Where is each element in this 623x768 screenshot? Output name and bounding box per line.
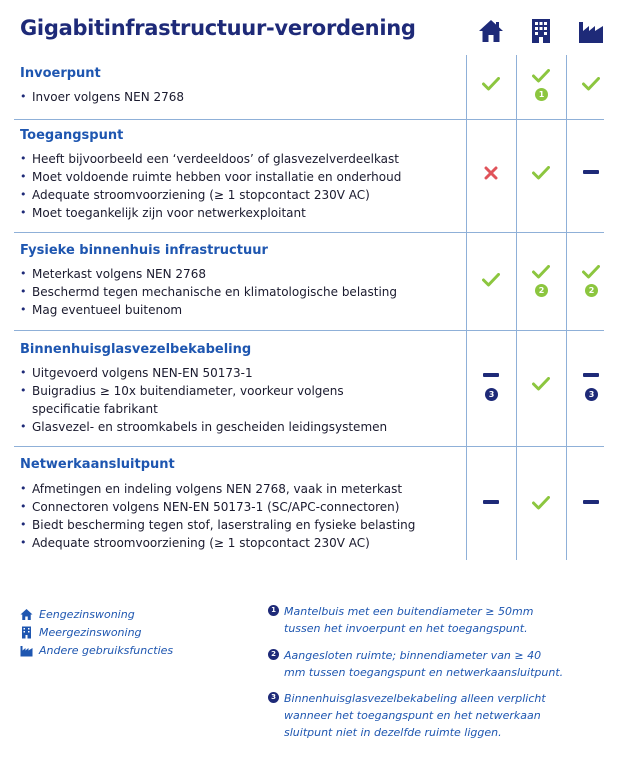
legend-item: [20, 605, 173, 623]
check-icon: [532, 376, 550, 395]
section-bullets: [20, 364, 388, 436]
apartment-building-icon: [20, 626, 33, 639]
list-item: • Biedt bescherming tegen stof, laserstraling en fysieke belasting: [20, 516, 460, 534]
list-item: • Moet toegankelijk zijn voor netwerkexploitant: [20, 204, 460, 222]
check-icon: [532, 264, 550, 283]
house-icon: [478, 18, 504, 44]
house-icon: [20, 608, 33, 621]
section-bullets: [20, 88, 460, 106]
legend-label: Meergezinswoning: [39, 625, 142, 639]
footnote-badge: 3: [485, 388, 498, 401]
factory-icon: [578, 18, 604, 44]
list-item: • Buigradius ≥ 10x buitendiameter, voorkeur volgens specificatie fabrikant: [20, 382, 350, 418]
legend-item: [20, 623, 173, 641]
list-item: • Heeft bijvoorbeeld een ‘verdeeldoos’ of glasvezelverdeelkast: [20, 150, 460, 168]
list-item: • Adequate stroomvoorziening (≥ 1 stopcontact 230V AC): [20, 534, 460, 552]
check-icon: [482, 272, 500, 291]
footnote-number: 2: [268, 649, 279, 660]
list-item: • Invoer volgens NEN 2768: [20, 88, 460, 106]
list-item: • Connectoren volgens NEN-EN 50173-1 (SC/APC-connectoren): [20, 498, 460, 516]
apartment-building-icon: [528, 18, 554, 44]
footnote-number: 3: [268, 692, 279, 703]
footnote: [268, 647, 598, 681]
row-divider: [14, 232, 604, 233]
footnote-badge: 3: [585, 388, 598, 401]
legend-item: [20, 641, 173, 659]
list-item: • Afmetingen en indeling volgens NEN 2768, vaak in meterkast: [20, 480, 460, 498]
list-item: • Meterkast volgens NEN 2768: [20, 265, 460, 283]
section-title: Binnenhuisglasvezelbekabeling: [20, 342, 252, 357]
footnote-text: Binnenhuisglasvezelbekabeling alleen verplicht wanneer het toegangspunt en het netwerkaan sluitpunt niet in dezelfde ruimte liggen.: [284, 692, 546, 739]
list-item: • Beschermd tegen mechanische en klimatologische belasting: [20, 283, 460, 301]
dash-icon: [483, 373, 499, 377]
row-divider: [14, 446, 604, 447]
list-item: • Moet voldoende ruimte hebben voor installatie en onderhoud: [20, 168, 460, 186]
section-bullets: [20, 265, 460, 319]
list-item: • Adequate stroomvoorziening (≥ 1 stopcontact 230V AC): [20, 186, 460, 204]
check-icon: [532, 495, 550, 514]
list-item: • Mag eventueel buitenom: [20, 301, 460, 319]
dash-icon: [483, 500, 499, 504]
column-divider: [566, 55, 567, 560]
legend-label: Eengezinswoning: [39, 607, 135, 621]
section-title: Fysieke binnenhuis infrastructuur: [20, 243, 268, 258]
dash-icon: [583, 500, 599, 504]
column-divider: [466, 55, 467, 560]
footnote-badge: 2: [585, 284, 598, 297]
section-title: Toegangspunt: [20, 128, 124, 143]
page-title: Gigabitinfrastructuur-verordening: [20, 16, 416, 40]
footnote-text: Aangesloten ruimte; binnendiameter van ≥ 40 mm tussen toegangspunt en netwerkaansluitpunt.: [284, 649, 564, 679]
legend: [20, 605, 173, 659]
footnote-badge: 2: [535, 284, 548, 297]
factory-icon: [20, 644, 33, 657]
footnote-text: Mantelbuis met een buitendiameter ≥ 50mm tussen het invoerpunt en het toegangspunt.: [284, 605, 534, 635]
check-icon: [532, 68, 550, 87]
check-icon: [582, 76, 600, 95]
section-bullets: [20, 480, 460, 552]
cross-icon: [484, 165, 498, 184]
dash-icon: [583, 373, 599, 377]
section-bullets: [20, 150, 460, 222]
footnote: [268, 690, 598, 741]
footnote-badge: 1: [535, 88, 548, 101]
section-title: Invoerpunt: [20, 66, 101, 81]
footnote: [268, 603, 598, 637]
column-divider: [516, 55, 517, 560]
dash-icon: [583, 170, 599, 174]
section-title: Netwerkaansluitpunt: [20, 457, 175, 472]
list-item: • Glasvezel- en stroomkabels in gescheiden leidingsystemen: [20, 418, 472, 436]
list-item: • Uitgevoerd volgens NEN-EN 50173-1: [20, 364, 350, 382]
row-divider: [14, 330, 604, 331]
legend-label: Andere gebruiksfuncties: [39, 643, 174, 657]
row-divider: [14, 119, 604, 120]
check-icon: [482, 76, 500, 95]
footnote-number: 1: [268, 605, 279, 616]
check-icon: [532, 165, 550, 184]
check-icon: [582, 264, 600, 283]
